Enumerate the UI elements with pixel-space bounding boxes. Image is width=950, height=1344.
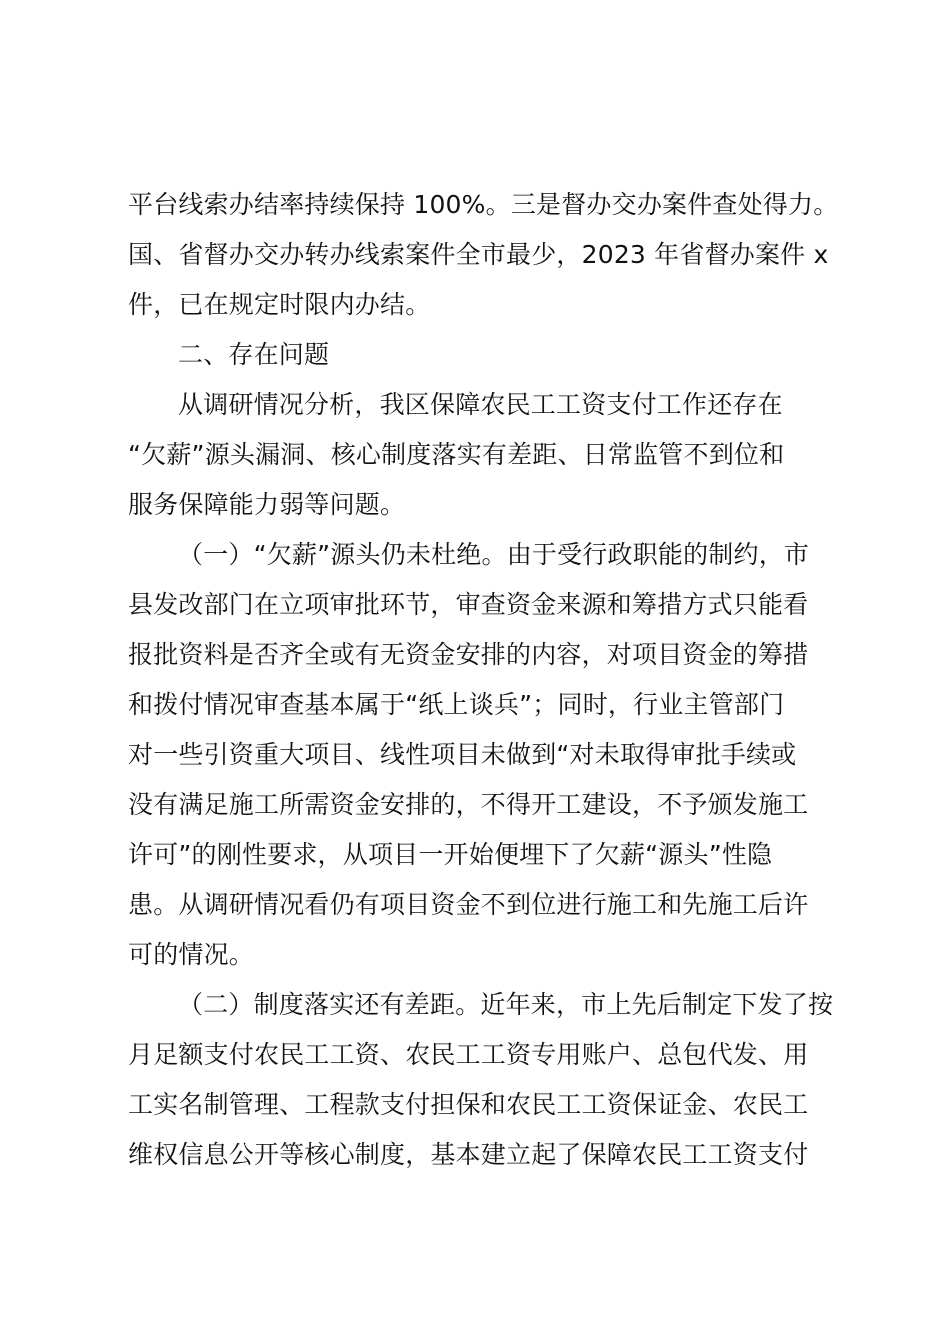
paragraph-line: 从调研情况分析，我区保障农民工工资支付工作还存在 xyxy=(178,390,783,419)
paragraph-line: 平台线索办结率持续保持 100%。三是督办交办案件查处得力。 xyxy=(128,190,839,219)
section-heading: 二、存在问题 xyxy=(178,340,330,369)
paragraph-line: 患。从调研情况看仍有项目资金不到位进行施工和先施工后许 xyxy=(128,890,809,919)
paragraph-line: 服务保障能力弱等问题。 xyxy=(128,490,406,519)
paragraph-line: 月足额支付农民工工资、农民工工资专用账户、总包代发、用 xyxy=(128,1040,809,1069)
paragraph-line: 维权信息公开等核心制度，基本建立起了保障农民工工资支付 xyxy=(128,1140,809,1169)
paragraph-line: 没有满足施工所需资金安排的，不得开工建设，不予颁发施工 xyxy=(128,790,809,819)
paragraph-line: 和拨付情况审查基本属于“纸上谈兵”；同时，行业主管部门 xyxy=(128,690,785,719)
paragraph-line: 可的情况。 xyxy=(128,940,255,969)
paragraph-line: 许可”的刚性要求，从项目一开始便埋下了欠薪“源头”性隐 xyxy=(128,840,773,869)
paragraph-line: 县发改部门在立项审批环节，审查资金来源和筹措方式只能看 xyxy=(128,590,809,619)
paragraph-line: 对一些引资重大项目、线性项目未做到“对未取得审批手续或 xyxy=(128,740,797,769)
paragraph-line: 工实名制管理、工程款支付担保和农民工工资保证金、农民工 xyxy=(128,1090,809,1119)
paragraph-line: “欠薪”源头漏洞、核心制度落实有差距、日常监管不到位和 xyxy=(128,440,785,469)
paragraph-line: 件，已在规定时限内办结。 xyxy=(128,290,431,319)
subsection-heading-line: （二）制度落实还有差距。近年来，市上先后制定下发了按 xyxy=(178,990,834,1019)
paragraph-line: 国、省督办交办转办线索案件全市最少，2023 年省督办案件 x xyxy=(128,240,829,269)
paragraph-line: 报批资料是否齐全或有无资金安排的内容，对项目资金的筹措 xyxy=(128,640,809,669)
subsection-heading-line: （一）“欠薪”源头仍未杜绝。由于受行政职能的制约，市 xyxy=(178,540,810,569)
